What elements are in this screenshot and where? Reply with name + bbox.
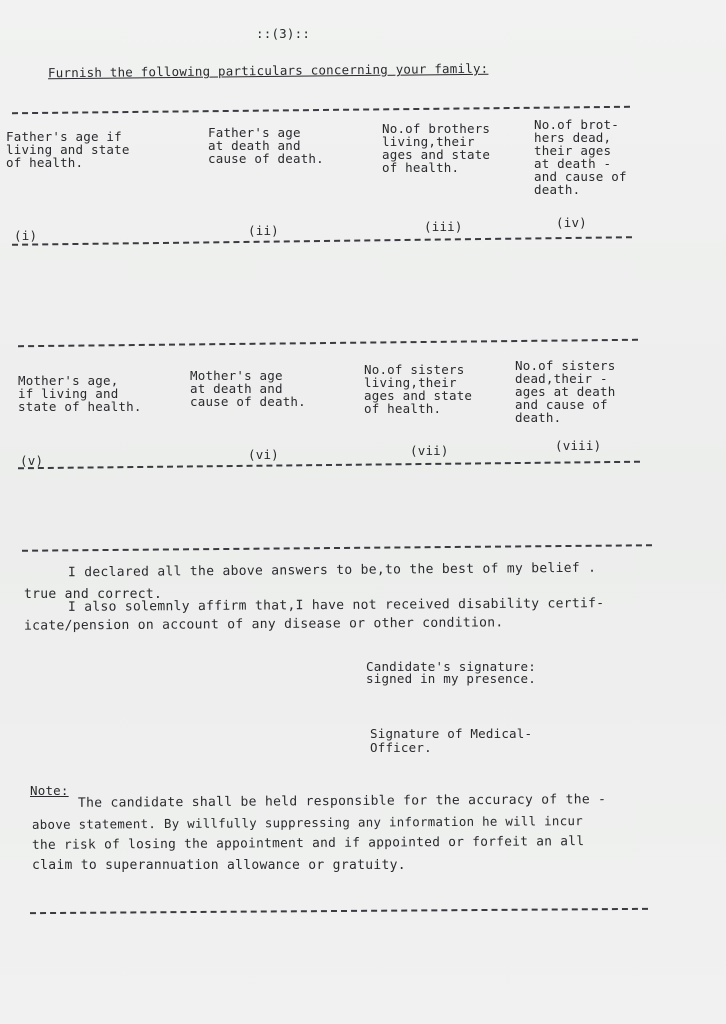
candidate-signature-line-2: signed in my presence. xyxy=(366,671,536,686)
divider-declaration xyxy=(22,544,652,551)
declaration-line-2: true and correct. xyxy=(24,587,163,602)
divider-top-mother xyxy=(18,339,638,347)
father-col-4: No.of brot- hers dead, their ages at death - and cause of death. xyxy=(534,117,627,197)
intro-heading: Furnish the following particulars concerning your family: xyxy=(47,60,489,81)
officer-signature-line-2: Officer. xyxy=(370,740,432,755)
father-col-3: No.of brothers living,their ages and state of health. xyxy=(382,121,491,175)
father-num-4: (iv) xyxy=(556,215,587,230)
note-line-2: above statement. By willfully suppressing any information he will incur xyxy=(31,813,583,832)
declaration-line-1: I declared all the above answers to be,to the best of my belief . xyxy=(67,560,597,581)
mother-col-1: Mother's age, if living and state of health. xyxy=(18,373,142,414)
note-label: Note: xyxy=(30,783,69,798)
mother-num-4: (viii) xyxy=(555,438,602,453)
note-line-3: the risk of losing the appointment and if appointed or forfeit an all xyxy=(31,834,585,853)
father-col-1: Father's age if living and state of health. xyxy=(6,129,130,170)
divider-bottom-mother xyxy=(18,461,640,470)
mother-num-2: (vi) xyxy=(248,447,279,462)
father-num-1: (i) xyxy=(14,228,38,243)
mother-num-1: (v) xyxy=(20,453,44,468)
father-num-2: (ii) xyxy=(248,223,279,238)
candidate-signature-line-1: Candidate's signature: xyxy=(366,659,536,674)
mother-col-2: Mother's age at death and cause of death. xyxy=(190,368,306,409)
father-num-3: (iii) xyxy=(424,219,463,234)
declaration-line-3: I also solemnly affirm that,I have not received disability certif- xyxy=(67,596,605,615)
divider-top-father xyxy=(12,106,630,114)
mother-num-3: (vii) xyxy=(410,443,449,458)
mother-col-3: No.of sisters living,their ages and state of health. xyxy=(364,362,473,416)
father-col-2: Father's age at death and cause of death. xyxy=(208,125,324,166)
divider-bottom-note xyxy=(30,908,648,914)
declaration-line-4: icate/pension on account of any disease or other condition. xyxy=(23,615,504,634)
divider-bottom-father xyxy=(12,236,632,246)
mother-col-4: No.of sisters dead,their - ages at death and cause of death. xyxy=(515,358,616,425)
officer-signature-line-1: Signature of Medical- xyxy=(370,726,533,741)
note-line-4: claim to superannuation allowance or gratuity. xyxy=(32,858,406,873)
page-number: ::(3):: xyxy=(256,26,311,41)
note-line-1: The candidate shall be held responsible for the accuracy of the - xyxy=(77,792,607,811)
